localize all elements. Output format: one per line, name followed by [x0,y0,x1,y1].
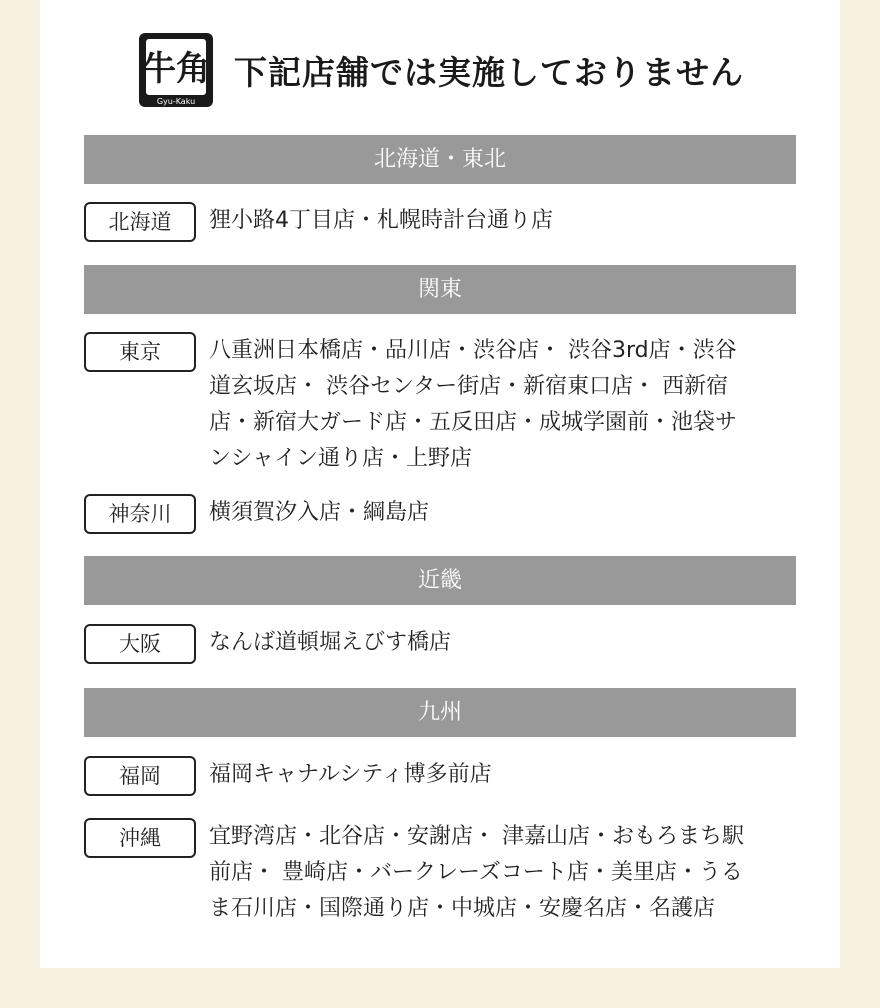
store-list-line: ま石川店・国際通り店・中城店・安慶名店・名護店 [209,896,716,921]
store-list-line: 狸小路4丁目店・札幌時計台通り店 [209,208,553,233]
prefecture-tag: 沖縄 [84,818,196,858]
region-header-kanto: 関東 [84,265,796,314]
store-list-line: 店・新宿大ガード店・五反田店・成城学園前・池袋サ [209,410,738,435]
store-list [209,333,799,477]
region-header-kyushu: 九州 [84,688,796,737]
prefecture-tag: 北海道 [84,202,196,242]
store-list [209,757,799,793]
page-title: 下記店舗では実施しておりません [234,52,744,92]
prefecture-tag: 神奈川 [84,494,196,534]
store-list-line: 横須賀汐入店・綱島店 [209,500,430,525]
store-list-line: ンシャイン通り店・上野店 [209,446,473,471]
store-list [209,625,799,661]
store-list-line: 道玄坂店・ 渋谷センター街店・新宿東口店・ 西新宿 [209,374,729,399]
store-list [209,819,799,927]
store-list-line: なんば道頓堀えびす橋店 [209,630,452,655]
gyukaku-logo [136,30,216,110]
store-list [209,203,799,239]
prefecture-tag: 大阪 [84,624,196,664]
region-header-hokkaido-tohoku: 北海道・東北 [84,135,796,184]
store-list-line: 前店・ 豊崎店・バークレーズコート店・美里店・うる [209,860,743,885]
prefecture-tag: 東京 [84,332,196,372]
header [40,28,840,112]
notice-card [40,0,840,968]
store-list-line: 宜野湾店・北谷店・安謝店・ 津嘉山店・おもろまち駅 [209,824,744,849]
store-list-line: 八重洲日本橋店・品川店・渋谷店・ 渋谷3rd店・渋谷 [209,338,737,363]
svg-text:Gyu-Kaku: Gyu-Kaku [156,97,196,106]
svg-text:牛角: 牛角 [142,49,210,89]
store-list [209,495,799,531]
prefecture-tag: 福岡 [84,756,196,796]
store-list-line: 福岡キャナルシティ博多前店 [209,762,492,787]
region-header-kinki: 近畿 [84,556,796,605]
